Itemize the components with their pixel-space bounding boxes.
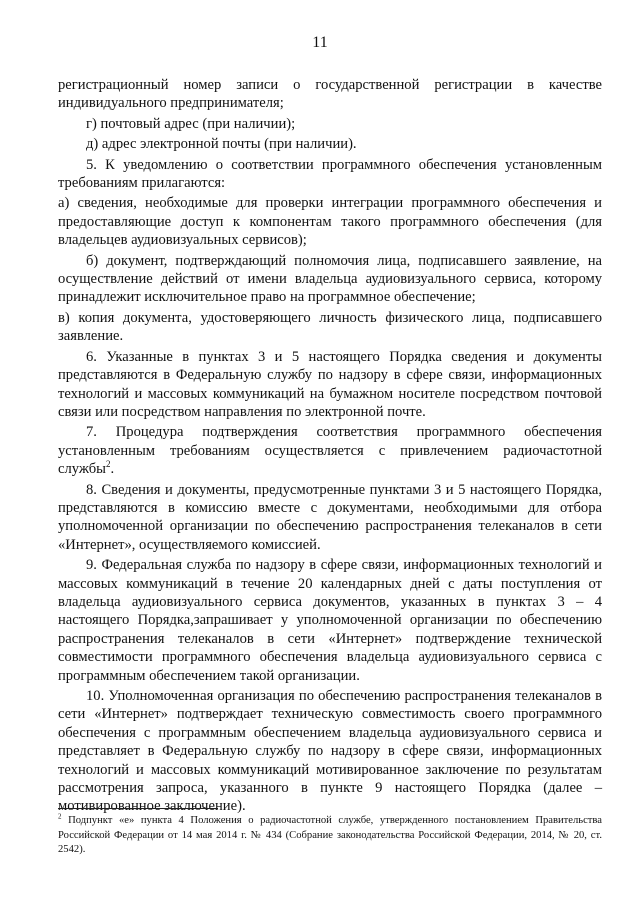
paragraph-item-6: 6. Указанные в пунктах 3 и 5 настоящего Порядка сведения и документы представляются в Федеральную службу по надзору в сфере связи, информационных технологий и массовых коммуникаций на бумажном носителе посредством почтовой связи или посредством направления по электронной почте. bbox=[58, 348, 602, 420]
paragraph-item-7-text: 7. Процедура подтверждения соответствия программного обеспечения установленным требованиям осуществляется с привлечением радиочастотной службы bbox=[58, 424, 602, 478]
paragraph-item-7-end: . bbox=[110, 461, 115, 478]
footnote-text: Подпункт «е» пункта 4 Положения о радиочастотной службе, утвержденного постановлением Правительства Российской Федерации от 14 мая 2014 г. № 434 (Собрание законодательства Российской Федерации, 2014, № 20, ст. 2542). bbox=[58, 815, 602, 856]
footnote-marker: 2 bbox=[58, 812, 62, 821]
paragraph-postal-address: г) почтовый адрес (при наличии); bbox=[86, 115, 296, 132]
page-number: 11 bbox=[312, 34, 328, 51]
paragraph-item-5b: б) документ, подтверждающий полномочия лица, подписавшего заявление, на осуществление действий от имени владельца аудиовизуального сервиса, которому принадлежит исключительное право на программное обеспечение; bbox=[58, 252, 602, 306]
paragraph-item-5v: в) копия документа, удостоверяющего личность физического лица, подписавшего заявление. bbox=[58, 309, 602, 345]
paragraph-email-address: д) адрес электронной почты (при наличии). bbox=[86, 136, 357, 153]
paragraph-item-10: 10. Уполномоченная организация по обеспечению распространения телеканалов в сети «Интернет» подтверждает техническую совместимость своего программного обеспечения с программным обеспечением владельца аудиовизуального сервиса и представляет в Федеральную службу по надзору в сфере связи, информационных технологий и массовых коммуникаций мотивированное заключение по результатам рассмотрения запроса, указанного в пункте 9 настоящего Порядка (далее – мотивированное заключение). bbox=[58, 688, 602, 815]
paragraph-item-8: 8. Сведения и документы, предусмотренные пунктами 3 и 5 настоящего Порядка, представляются в комиссию вместе с документами, необходимыми для отбора уполномоченной организации по обеспечению распространения телеканалов в сети «Интернет», осуществляемого комиссией. bbox=[58, 481, 602, 553]
paragraph-registration-number: регистрационный номер записи о государственной регистрации в качестве индивидуального предпринимателя; bbox=[58, 77, 602, 112]
document-body bbox=[58, 76, 602, 821]
paragraph-item-7 bbox=[58, 423, 602, 478]
footnote bbox=[58, 814, 602, 858]
paragraph-item-9: 9. Федеральная служба по надзору в сфере связи, информационных технологий и массовых коммуникаций в течение 20 календарных дней с даты поступления от владельца аудиовизуального сервиса документов, указанных в пунктах 3 – 4 настоящего Порядка,запрашивает у уполномоченной организации по обеспечению распространения телеканалов в сети «Интернет» подтверждение технической совместимости программного обеспечения владельца аудиовизуального сервиса с программным обеспечением такой организации. bbox=[58, 557, 602, 684]
paragraph-item-5: 5. К уведомлению о соответствии программного обеспечения установленным требованиям прилагаются: bbox=[58, 156, 602, 192]
footnote-divider bbox=[58, 808, 218, 809]
paragraph-item-5a: а) сведения, необходимые для проверки интеграции программного обеспечения и предоставляющие доступ к компонентам такого программного обеспечения (для владельцев аудиовизуальных сервисов); bbox=[58, 195, 602, 249]
footnote-reference: 2 bbox=[106, 459, 111, 470]
